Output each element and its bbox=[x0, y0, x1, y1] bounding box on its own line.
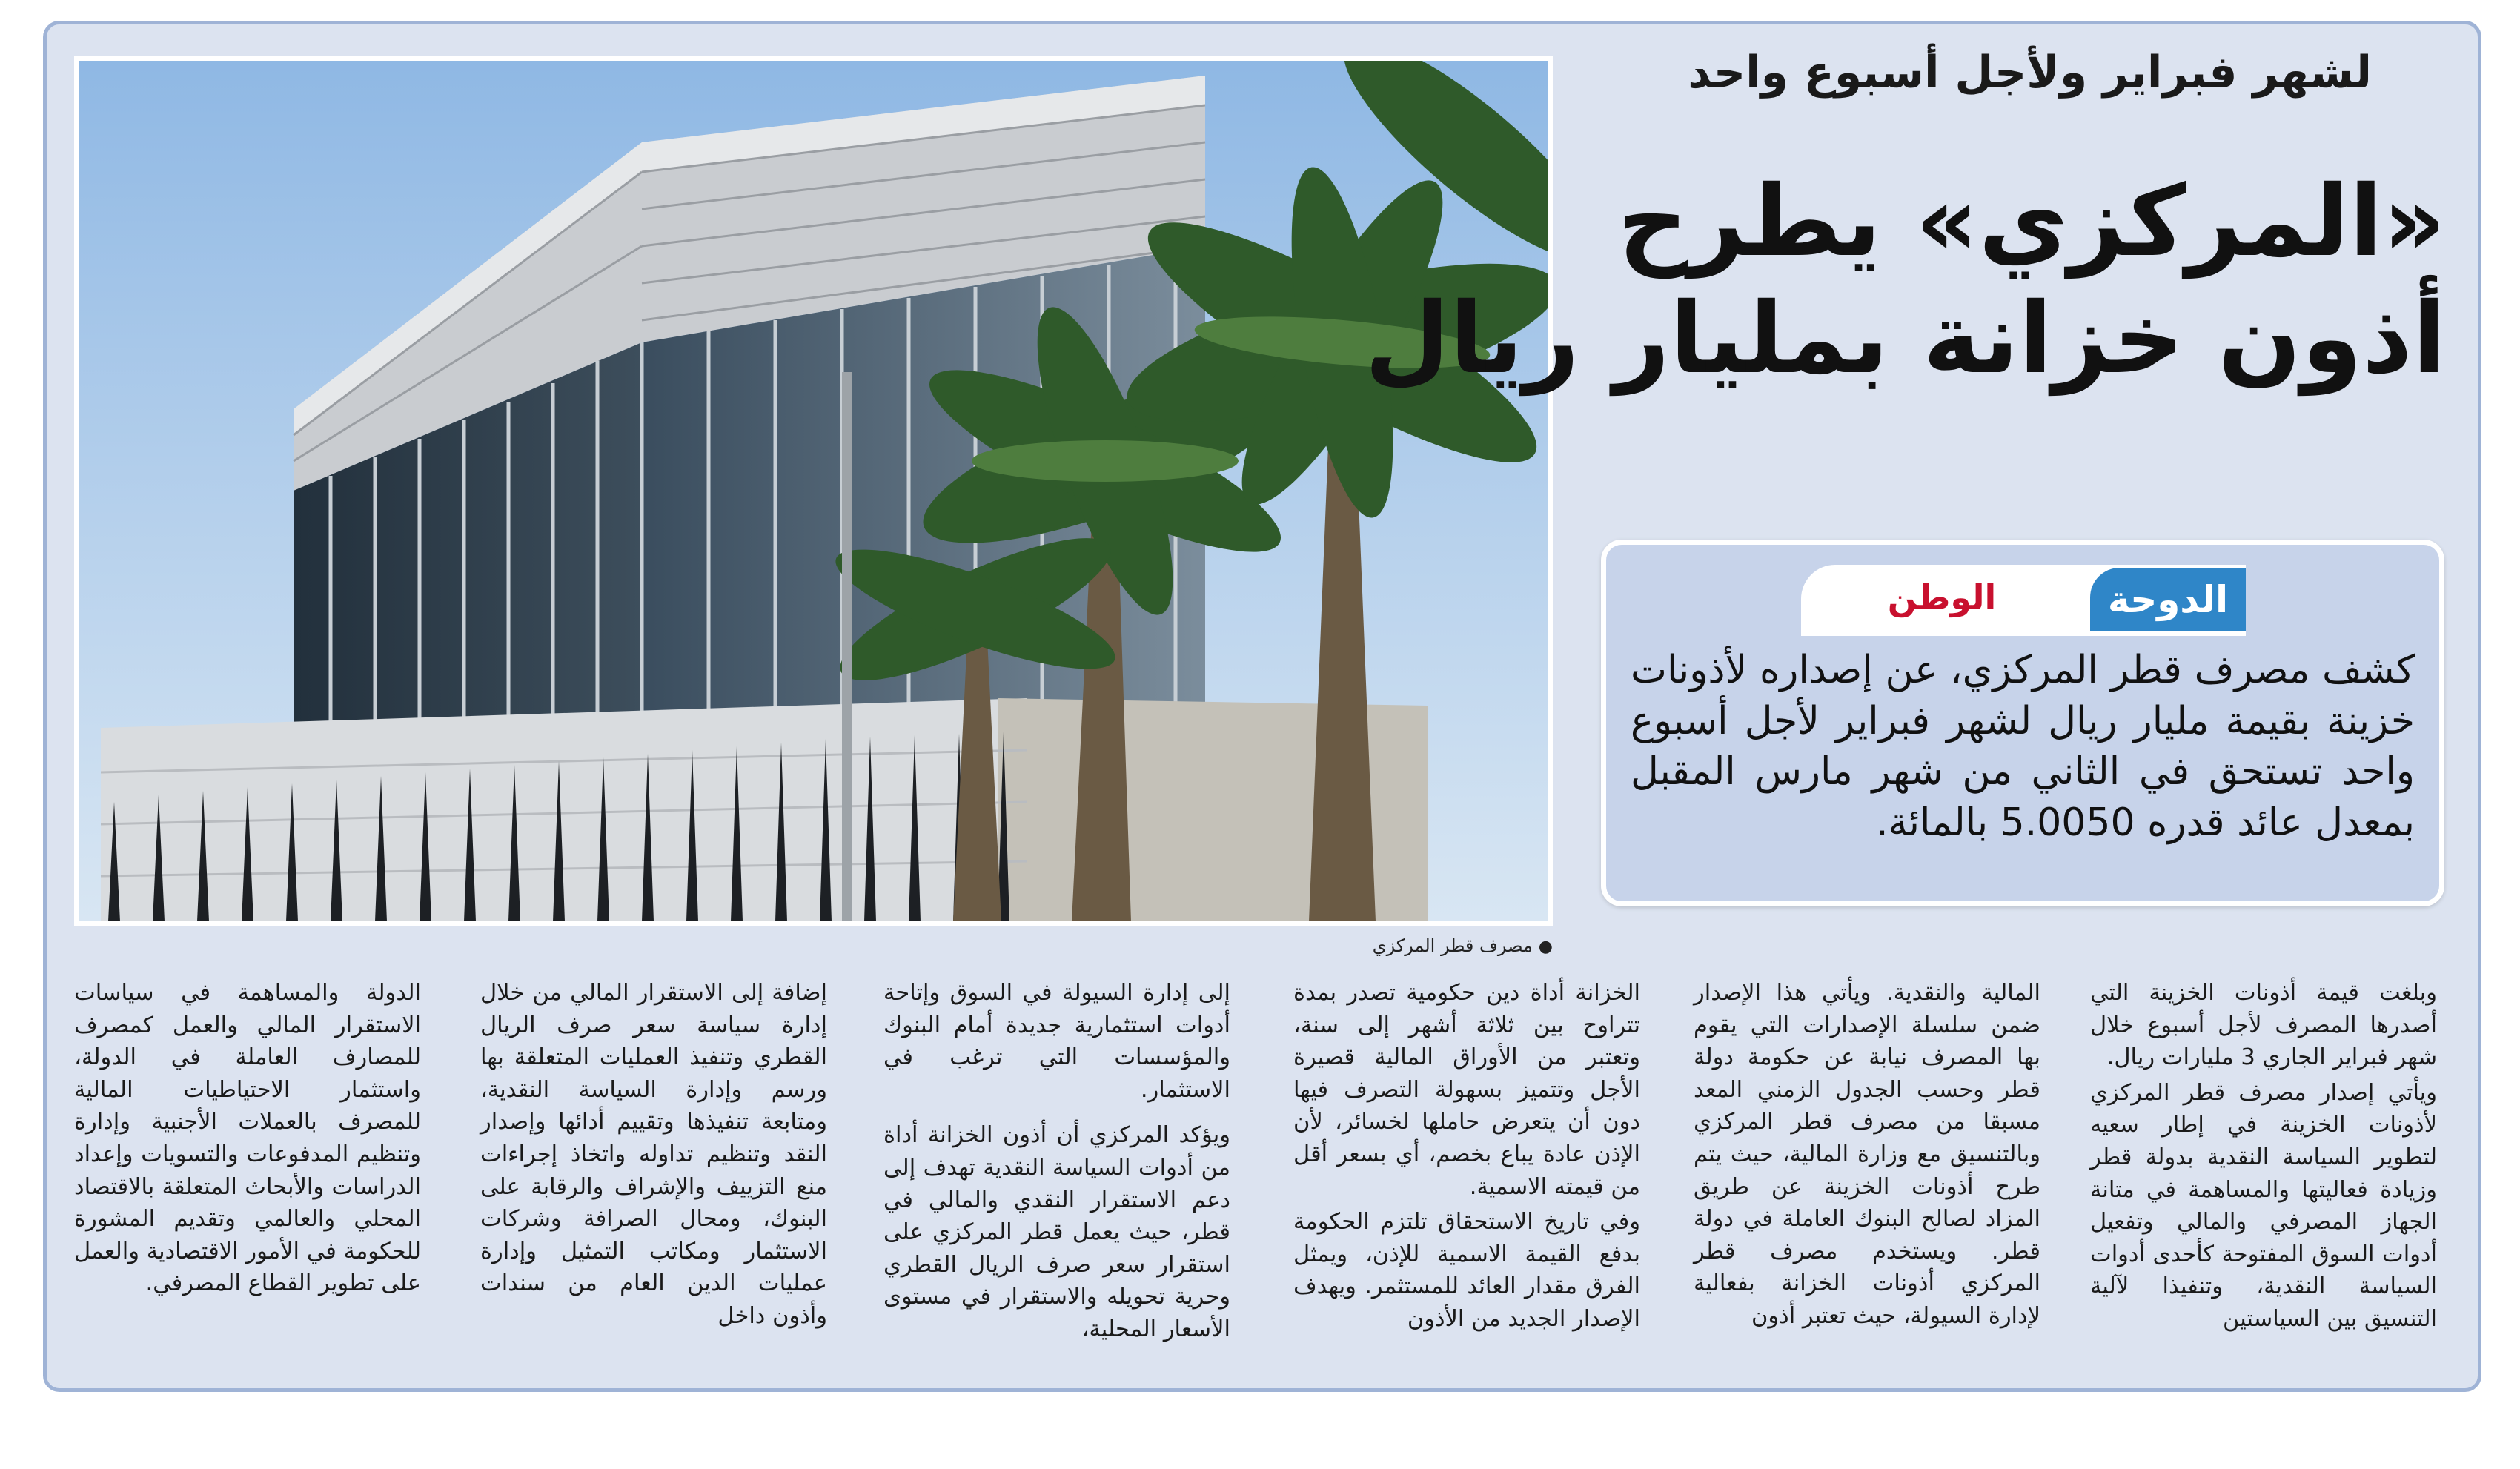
column-paragraph: إلى إدارة السيولة في السوق وإتاحة أدوات استثمارية جديدة أمام البنوك والمؤسسات التي ترغب في الاستثمار. bbox=[883, 980, 1230, 1103]
headline bbox=[1365, 163, 2446, 398]
central-bank-building-image bbox=[79, 61, 1548, 921]
column-paragraph: المالية والنقدية. ويأتي هذا الإصدار ضمن سلسلة الإصدارات التي يقوم بها المصرف نيابة عن حكومة دولة قطر وحسب الجدول الزمني المعد مسبقا من مصرف قطر المركزي وبالتنسيق مع وزارة المالية، حيث يتم طرح أذونات الخزينة عن طريق المزاد لصالح البنوك العاملة في دولة قطر. ويستخدم مصرف قطر المركزي أذونات الخزانة بفعالية لإدارة السيولة، حيث تعتبر أذون bbox=[1694, 980, 2040, 1330]
bullet-icon: ● bbox=[1538, 938, 1553, 956]
column-6 bbox=[74, 977, 421, 1303]
column-4 bbox=[883, 977, 1230, 1349]
column-paragraph: الخزانة أداة دين حكومية تصدر بمدة تتراوح بين ثلاثة أشهر إلى سنة، وتعتبر من الأوراق المالية قصيرة الأجل وتتميز بسهولة التصرف فيها دون أن يتعرض حاملها لخسائر، لأن الإذن عادة يباع بخصم، أي بسعر أقل من قيمته الاسمية. bbox=[1293, 980, 1640, 1200]
photo-caption: ●مصرف قطر المركزي bbox=[1372, 935, 1553, 956]
newspaper-logo: الوطن bbox=[1887, 577, 1997, 617]
column-paragraph: الدولة والمساهمة في سياسات الاستقرار المالي والعمل كمصرف للمصارف العاملة في الدولة، واستثمار الاحتياطيات المالية للمصرف بالعملات الأجنبية وإدارة وتنظيم المدفوعات والتسويات وإعداد الدراسات والأبحاث المتعلقة بالاقتصاد المحلي والعالمي وتقديم المشورة للحكومة في الأمور الاقتصادية والعمل على تطوير القطاع المصرفي. bbox=[74, 980, 421, 1297]
dateline-city: الدوحة bbox=[2090, 568, 2246, 631]
column-2 bbox=[1694, 977, 2040, 1336]
column-1 bbox=[2090, 977, 2437, 1339]
headline-line-2: أذون خزانة بمليار ريال bbox=[1365, 282, 2446, 397]
article-photo bbox=[74, 56, 1553, 926]
lead-paragraph: كشف مصرف قطر المركزي، عن إصداره لأذونات خزينة بقيمة مليار ريال لشهر فبراير لأجل أسبوع واحد تستحق في الثاني من شهر مارس المقبل بمعدل عائد قدره 5.0050 بالمائة. bbox=[1631, 648, 2415, 845]
column-paragraph: وبلغت قيمة أذونات الخزينة التي أصدرها المصرف لأجل أسبوع خلال شهر فبراير الجاري 3 مليارات ريال. bbox=[2090, 980, 2437, 1071]
column-paragraph: إضافة إلى الاستقرار المالي من خلال إدارة سياسة سعر صرف الريال القطري وتنفيذ العمليات المتعلقة بها ورسم وإدارة السياسة النقدية، ومتابعة تنفيذها وتقييم أدائها وإصدار النقد وتنظيم تداوله واتخاذ إجراءات منع التزييف والإشراف والرقابة على البنوك، ومحال الصرافة وشركات الاستثمار ومكاتب التمثيل وإدارة عمليات الدين العام من سندات وأذون داخل bbox=[480, 980, 827, 1330]
column-3 bbox=[1293, 977, 1640, 1339]
headline-line-1: «المركزي» يطرح bbox=[1617, 165, 2446, 279]
column-paragraph: ويأتي إصدار مصرف قطر المركزي لأذونات الخزينة في إطار سعيه لتطوير السياسة النقدية بدولة قطر وزيادة فعاليتها والمساهمة في متانة الجهاز المصرفي والمالي وتفعيل أدوات السوق المفتوحة كأحدى أدوات السياسة النقدية، وتنفيذا لآلية التنسيق بين السياستين bbox=[2090, 1079, 2437, 1333]
kicker-text: لشهر فبراير ولأجل أسبوع واحد bbox=[1688, 47, 2372, 99]
column-paragraph: ويؤكد المركزي أن أذون الخزانة أداة من أدوات السياسة النقدية تهدف إلى دعم الاستقرار النقدي والمالي في قطر، حيث يعمل قطر المركزي على استقرار سعر صرف الريال القطري وحرية تحويله والاستقرار في مستوى الأسعار المحلية، bbox=[883, 1122, 1230, 1343]
column-paragraph: وفي تاريخ الاستحقاق تلتزم الحكومة بدفع القيمة الاسمية للإذن، ويمثل الفرق مقدار العائد للمستثمر. ويهدف الإصدار الجديد من الأذون bbox=[1293, 1209, 1640, 1333]
column-5 bbox=[480, 977, 827, 1336]
